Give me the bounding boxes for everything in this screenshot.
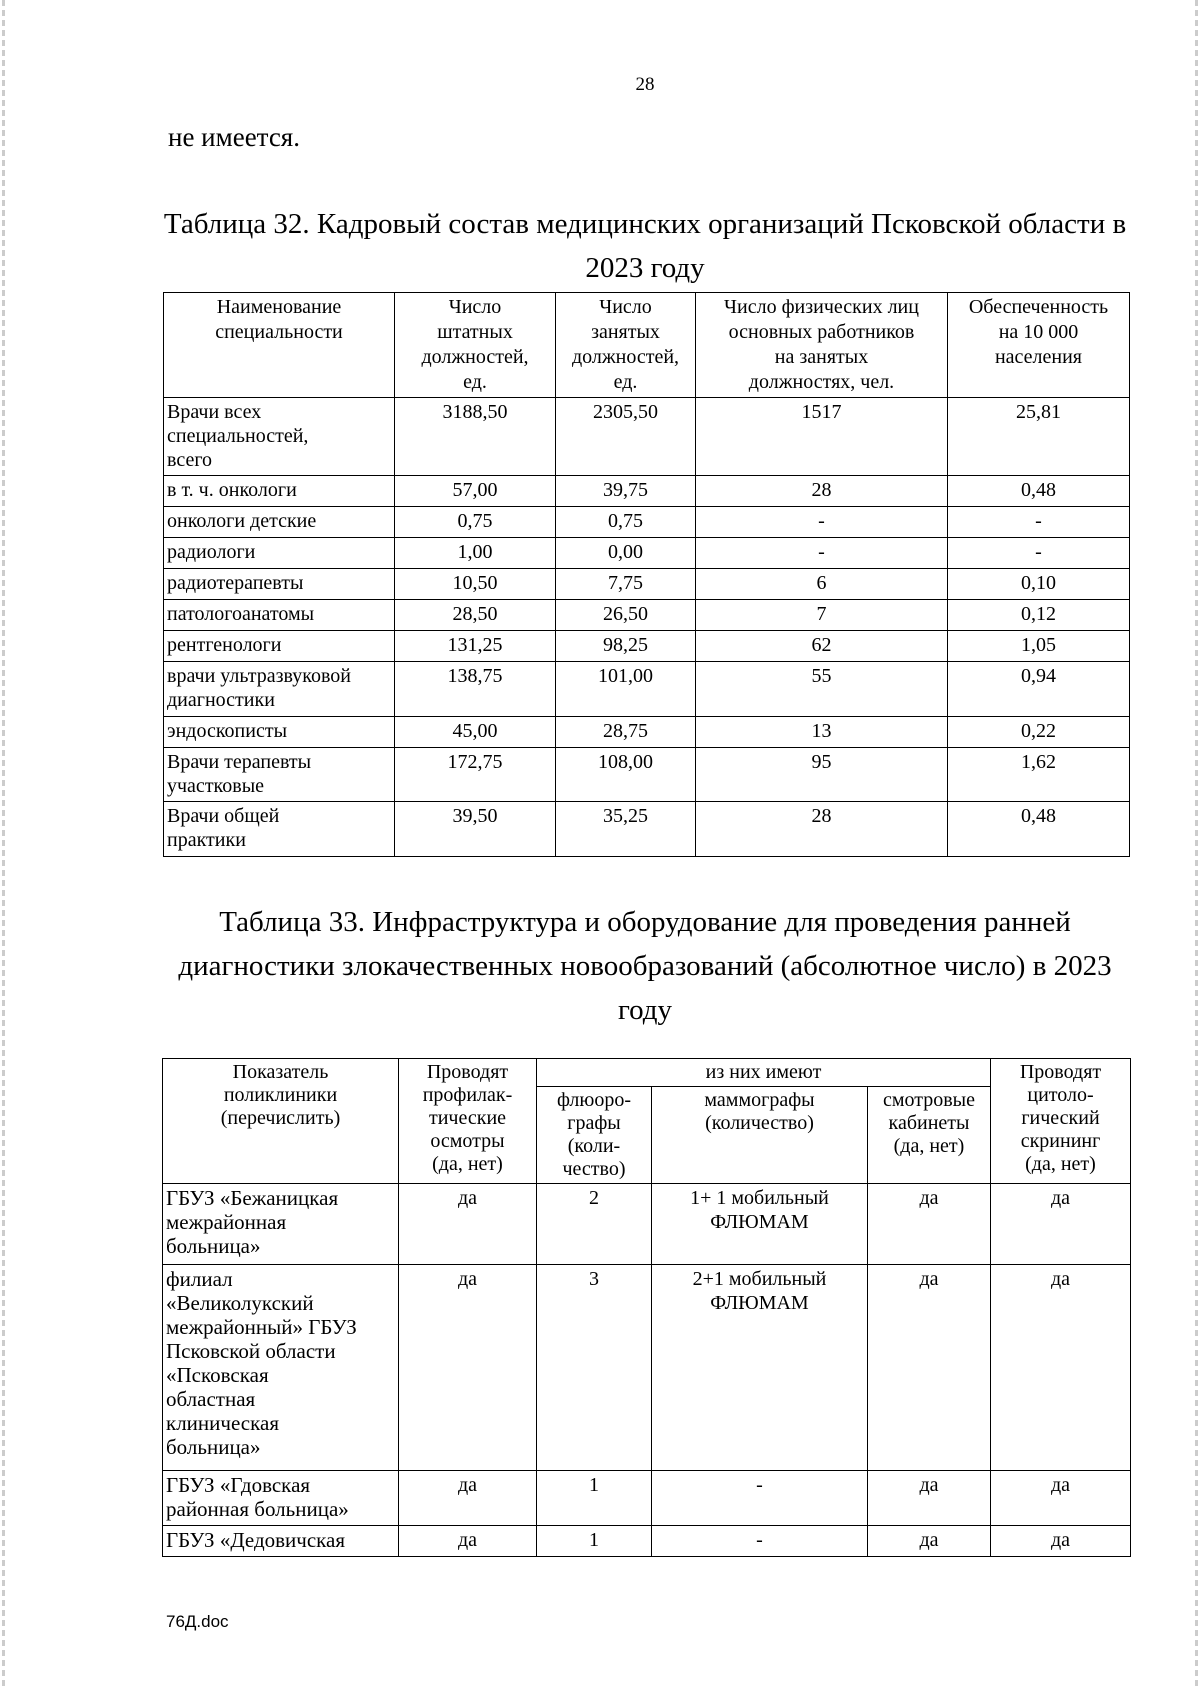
table-row	[164, 631, 1130, 662]
row-label-cell: радиологи	[164, 538, 395, 569]
row-label-cell: патологоанатомы	[164, 600, 395, 631]
row-label-cell: онкологи детские	[164, 507, 395, 538]
header-fluorographs: флюоро- графы (коли- чество)	[537, 1087, 652, 1184]
value-cell: 3	[537, 1265, 652, 1471]
header-mammographs: маммографы (количество)	[652, 1087, 868, 1184]
value-cell: 172,75	[395, 748, 556, 802]
table-row	[164, 398, 1130, 476]
value-cell: да	[868, 1526, 991, 1557]
value-cell: 3188,50	[395, 398, 556, 476]
value-cell: да	[991, 1265, 1131, 1471]
row-label-cell: радиотерапевты	[164, 569, 395, 600]
table-row	[163, 1184, 1131, 1265]
value-cell: 6	[696, 569, 948, 600]
value-cell: 28	[696, 802, 948, 857]
value-cell: 2+1 мобильный ФЛЮМАМ	[652, 1265, 868, 1471]
table-row	[164, 538, 1130, 569]
header-group-have: из них имеют	[537, 1059, 991, 1087]
row-label-cell: эндоскописты	[164, 717, 395, 748]
value-cell: 1+ 1 мобильный ФЛЮМАМ	[652, 1184, 868, 1265]
value-cell: 1	[537, 1526, 652, 1557]
table-row	[164, 600, 1130, 631]
value-cell: 101,00	[556, 662, 696, 717]
value-cell: 28,75	[556, 717, 696, 748]
value-cell: 62	[696, 631, 948, 662]
table-row	[164, 802, 1130, 857]
header-provision: Обеспеченность на 10 000 населения	[948, 293, 1130, 398]
header-exam-rooms: смотровые кабинеты (да, нет)	[868, 1087, 991, 1184]
header-occupied-positions: Число занятых должностей, ед.	[556, 293, 696, 398]
value-cell: 108,00	[556, 748, 696, 802]
table-row	[164, 748, 1130, 802]
table-33	[162, 1058, 1131, 1557]
table-row	[164, 507, 1130, 538]
value-cell: 35,25	[556, 802, 696, 857]
value-cell: -	[652, 1526, 868, 1557]
table-33-body	[163, 1184, 1131, 1557]
value-cell: 13	[696, 717, 948, 748]
scan-right-edge	[1195, 0, 1198, 1686]
value-cell: 7	[696, 600, 948, 631]
value-cell: 1517	[696, 398, 948, 476]
value-cell: да	[991, 1471, 1131, 1526]
value-cell: 1,62	[948, 748, 1130, 802]
table-row	[163, 1471, 1131, 1526]
table-33-header-row-1	[163, 1059, 1131, 1087]
value-cell: 39,50	[395, 802, 556, 857]
value-cell: 0,94	[948, 662, 1130, 717]
table-row	[164, 662, 1130, 717]
value-cell: 1,00	[395, 538, 556, 569]
row-label-cell: Врачи терапевты участковые	[164, 748, 395, 802]
header-physical-persons: Число физических лиц основных работников на занятых должностях, чел.	[696, 293, 948, 398]
value-cell: 25,81	[948, 398, 1130, 476]
value-cell: да	[399, 1265, 537, 1471]
header-checkups: Проводят профилак- тические осмотры (да, нет)	[399, 1059, 537, 1184]
table-row	[164, 569, 1130, 600]
value-cell: да	[399, 1526, 537, 1557]
table-row	[164, 717, 1130, 748]
row-label-cell: ГБУЗ «Гдовская районная больница»	[163, 1471, 399, 1526]
row-label-cell: филиал «Великолукский межрайонный» ГБУЗ Псковской области «Псковская областная клиническая больница»	[163, 1265, 399, 1471]
value-cell: 0,75	[395, 507, 556, 538]
value-cell: 95	[696, 748, 948, 802]
header-cytology: Проводят цитоло- гический скрининг (да, нет)	[991, 1059, 1131, 1184]
row-label-cell: ГБУЗ «Бежаницкая межрайонная больница»	[163, 1184, 399, 1265]
value-cell: да	[991, 1184, 1131, 1265]
page-number: 28	[635, 74, 655, 95]
value-cell: 1	[537, 1471, 652, 1526]
value-cell: 0,48	[948, 476, 1130, 507]
row-label-cell: ГБУЗ «Дедовичская	[163, 1526, 399, 1557]
value-cell: 45,00	[395, 717, 556, 748]
header-indicator: Показатель поликлиники (перечислить)	[163, 1059, 399, 1184]
lead-text: не имеется.	[168, 122, 300, 152]
value-cell: -	[652, 1471, 868, 1526]
value-cell: 28,50	[395, 600, 556, 631]
value-cell: 0,22	[948, 717, 1130, 748]
value-cell: -	[696, 507, 948, 538]
value-cell: 26,50	[556, 600, 696, 631]
value-cell: 1,05	[948, 631, 1130, 662]
table-32-header-row	[164, 293, 1130, 398]
value-cell: да	[868, 1265, 991, 1471]
value-cell: 0,12	[948, 600, 1130, 631]
value-cell: 98,25	[556, 631, 696, 662]
header-specialty: Наименование специальности	[164, 293, 395, 398]
row-label-cell: в т. ч. онкологи	[164, 476, 395, 507]
value-cell: 0,00	[556, 538, 696, 569]
table-32-body	[164, 398, 1130, 857]
value-cell: 138,75	[395, 662, 556, 717]
value-cell: -	[696, 538, 948, 569]
row-label-cell: Врачи всех специальностей, всего	[164, 398, 395, 476]
value-cell: 2	[537, 1184, 652, 1265]
value-cell: 0,10	[948, 569, 1130, 600]
table-33-caption: Таблица 33. Инфраструктура и оборудование для проведения ранней диагностики злокачественных новообразований (абсолютное число) в 2023 году	[178, 906, 1112, 1026]
row-label-cell: врачи ультразвуковой диагностики	[164, 662, 395, 717]
table-row	[163, 1526, 1131, 1557]
row-label-cell: рентгенологи	[164, 631, 395, 662]
value-cell: 39,75	[556, 476, 696, 507]
value-cell: да	[868, 1184, 991, 1265]
value-cell: -	[948, 507, 1130, 538]
row-label-cell: Врачи общей практики	[164, 802, 395, 857]
value-cell: 131,25	[395, 631, 556, 662]
value-cell: 57,00	[395, 476, 556, 507]
table-row	[164, 476, 1130, 507]
document-filename: 76Д.doc	[166, 1612, 229, 1631]
value-cell: 7,75	[556, 569, 696, 600]
value-cell: 2305,50	[556, 398, 696, 476]
value-cell: 0,75	[556, 507, 696, 538]
table-32-caption: Таблица 32. Кадровый состав медицинских организаций Псковской области в 2023 году	[163, 208, 1127, 284]
scan-left-edge	[2, 0, 5, 1686]
value-cell: 28	[696, 476, 948, 507]
value-cell: 10,50	[395, 569, 556, 600]
header-staff-positions: Число штатных должностей, ед.	[395, 293, 556, 398]
value-cell: да	[868, 1471, 991, 1526]
value-cell: да	[991, 1526, 1131, 1557]
table-row	[163, 1265, 1131, 1471]
value-cell: 55	[696, 662, 948, 717]
value-cell: да	[399, 1471, 537, 1526]
value-cell: 0,48	[948, 802, 1130, 857]
value-cell: да	[399, 1184, 537, 1265]
value-cell: -	[948, 538, 1130, 569]
table-32	[163, 292, 1130, 857]
